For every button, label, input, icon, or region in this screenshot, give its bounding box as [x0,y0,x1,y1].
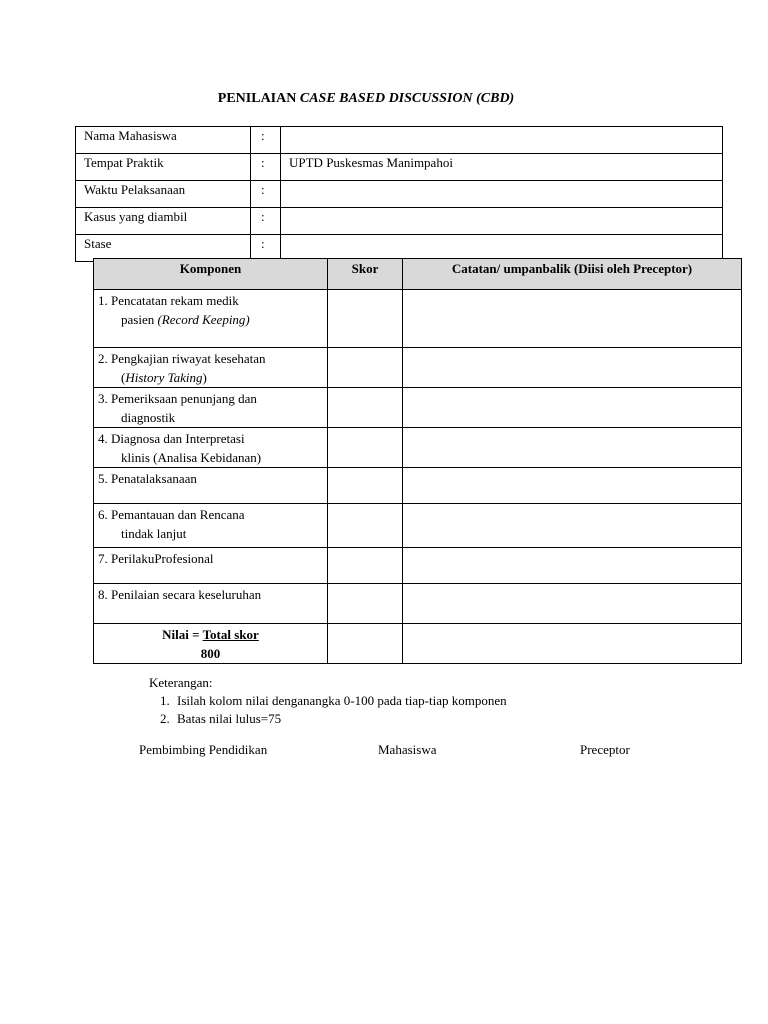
component-cell [94,348,328,388]
feedback-cell[interactable] [403,468,742,504]
note-item: 2. Batas nilai lulus=75 [173,710,507,728]
score-cell[interactable] [328,290,403,348]
info-separator: : [251,235,281,262]
table-row [94,548,742,584]
info-label: Kasus yang diambil [76,208,251,235]
score-cell[interactable] [328,348,403,388]
header-score: Skor [328,259,403,290]
info-separator: : [251,208,281,235]
component-label-cont: pasien (Record Keeping) [121,312,250,327]
assessment-header-row [94,259,742,290]
table-row [94,290,742,348]
feedback-cell[interactable] [403,428,742,468]
student-info-table [75,126,723,262]
info-separator: : [251,181,281,208]
feedback-cell[interactable] [403,348,742,388]
component-cell [94,468,328,504]
total-label: Total skor [202,627,259,642]
info-row [76,127,723,154]
table-row [94,348,742,388]
info-separator: : [251,154,281,181]
component-label: 5. Penatalaksanaan [98,471,197,486]
feedback-cell[interactable] [403,504,742,548]
header-component: Komponen [94,259,328,290]
component-label-cont: klinis (Analisa Kebidanan) [121,450,262,465]
component-cell [94,388,328,428]
info-separator: : [251,127,281,154]
table-row [94,584,742,624]
total-score-value[interactable] [328,624,403,664]
score-cell[interactable] [328,468,403,504]
info-label: Stase [76,235,251,262]
score-cell[interactable] [328,548,403,584]
component-label: 8. Penilaian secara keseluruhan [98,587,262,602]
signature-student: Mahasiswa [378,742,437,757]
feedback-cell[interactable] [403,584,742,624]
component-cell [94,428,328,468]
component-label: 1. Pencatatan rekam medik [98,293,239,308]
title-italic: CASE BASED DISCUSSION (CBD) [299,91,515,106]
header-notes: Catatan/ umpanbalik (Diisi oleh Preceptor) [403,259,742,290]
component-label-cont: diagnostik [121,410,176,425]
table-row [94,388,742,428]
notes-list [149,692,507,728]
component-cell [94,504,328,548]
component-label: 3. Pemeriksaan penunjang dan [98,391,257,406]
score-cell[interactable] [328,428,403,468]
note-item: 1. Isilah kolom nilai denganangka 0-100 pada tiap-tiap komponen [173,692,507,710]
component-cell [94,548,328,584]
score-cell[interactable] [328,388,403,428]
total-row [94,624,742,664]
table-row [94,428,742,468]
table-row [94,468,742,504]
notes-section [149,674,507,728]
assessment-table [93,258,742,664]
component-label: 2. Pengkajian riwayat kesehatan [98,351,266,366]
info-label: Tempat Praktik [76,154,251,181]
component-label: 7. PerilakuProfesional [98,551,214,566]
total-denominator: 800 [200,646,221,661]
component-label-cont: (History Taking) [121,370,207,385]
info-value-student-name[interactable] [281,127,723,154]
info-row [76,154,723,181]
component-label: 4. Diagnosa dan Interpretasi [98,431,245,446]
info-value-time[interactable] [281,181,723,208]
signature-preceptor: Preceptor [580,742,630,757]
score-cell[interactable] [328,584,403,624]
info-label: Waktu Pelaksanaan [76,181,251,208]
table-row [94,504,742,548]
feedback-cell[interactable] [403,388,742,428]
feedback-cell[interactable] [403,290,742,348]
feedback-cell[interactable] [403,548,742,584]
info-row [76,181,723,208]
title-prefix: PENILAIAN [217,91,300,106]
total-score-cell [94,624,328,664]
info-value-case[interactable] [281,208,723,235]
document-title [0,91,732,107]
info-label: Nama Mahasiswa [76,127,251,154]
component-label-cont: tindak lanjut [121,526,187,541]
signature-education-supervisor: Pembimbing Pendidikan [139,742,268,757]
total-feedback-cell[interactable] [403,624,742,664]
component-label: 6. Pemantauan dan Rencana [98,507,245,522]
info-row [76,208,723,235]
score-cell[interactable] [328,504,403,548]
component-cell [94,290,328,348]
total-prefix: Nilai = [162,627,203,642]
component-cell [94,584,328,624]
info-value-practice-place[interactable]: UPTD Puskesmas Manimpahoi [281,154,723,181]
notes-heading: Keterangan: [149,675,213,690]
